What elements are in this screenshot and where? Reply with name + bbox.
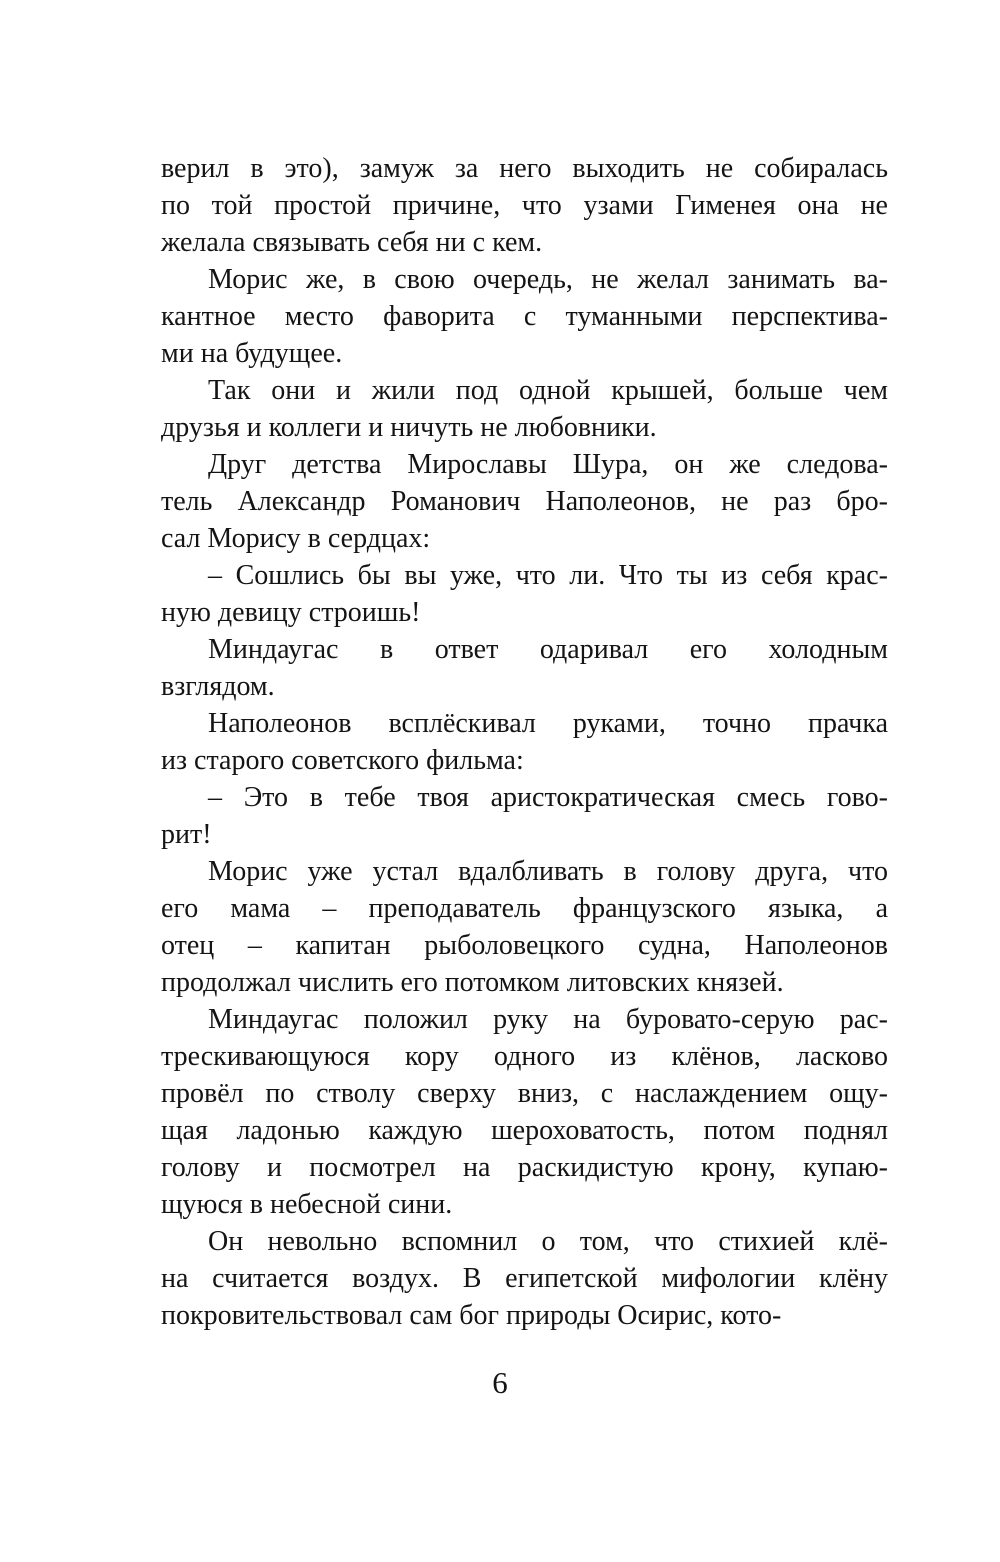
paragraph [161,1223,888,1334]
text-line: верил в это), замуж за него выходить не собиралась [161,153,888,184]
paragraph [161,446,888,557]
paragraph [161,261,888,372]
text-line: рит! [161,819,212,850]
text-line: Друг детства Мирославы Шура, он же следова- [208,449,888,480]
text-line: покровительствовал сам бог природы Осирис, кото- [161,1300,782,1331]
text-block [161,150,888,1334]
text-line: сал Морису в сердцах: [161,523,431,554]
text-line: взглядом. [161,671,275,702]
text-line: щуюся в небесной сини. [161,1189,453,1220]
text-line: щая ладонью каждую шероховатость, потом поднял [161,1115,888,1146]
page-number: 6 [492,1365,508,1400]
paragraph [161,853,888,1001]
paragraph [161,557,888,631]
text-line: из старого советского фильма: [161,745,524,776]
paragraph [161,779,888,853]
text-line: Миндаугас положил руку на буровато-серую рас- [208,1004,888,1035]
text-line: кантное место фаворита с туманными перспектива- [161,301,888,332]
text-line: ми на будущее. [161,338,343,369]
text-line: на считается воздух. В египетской мифологии клёну [161,1263,888,1294]
text-line: по той простой причине, что узами Гименея она не [161,190,888,221]
text-line: ную девицу строишь! [161,597,421,628]
text-line: его мама – преподаватель французского языка, а [161,893,888,924]
text-line: трескивающуюся кору одного из клёнов, ласково [161,1041,888,1072]
text-line: – Это в тебе твоя аристократическая смесь гово- [208,782,888,813]
text-line: Морис уже устал вдалбливать в голову друга, что [208,856,888,887]
text-line: отец – капитан рыболовецкого судна, Наполеонов [161,930,888,961]
text-line: продолжал числить его потомком литовских князей. [161,967,784,998]
text-line: Наполеонов всплёскивал руками, точно прачка [208,708,888,739]
paragraph [161,1001,888,1223]
text-line: Так они и жили под одной крышей, больше чем [208,375,888,406]
text-line: Он невольно вспомнил о том, что стихией клё- [208,1226,888,1257]
text-line: голову и посмотрел на раскидистую крону, купаю- [161,1152,888,1183]
paragraph [161,705,888,779]
paragraph [161,631,888,705]
text-line: друзья и коллеги и ничуть не любовники. [161,412,657,443]
text-line: Миндаугас в ответ одаривал его холодным [208,634,888,665]
text-line: провёл по стволу сверху вниз, с наслаждением ощу- [161,1078,888,1109]
paragraph [161,372,888,446]
text-line: желала связывать себя ни с кем. [161,227,543,258]
text-line: тель Александр Романович Наполеонов, не раз бро- [161,486,888,517]
paragraph [161,150,888,261]
text-line: Морис же, в свою очередь, не желал занимать ва- [208,264,888,295]
text-line: – Сошлись бы вы уже, что ли. Что ты из себя крас- [208,560,888,591]
